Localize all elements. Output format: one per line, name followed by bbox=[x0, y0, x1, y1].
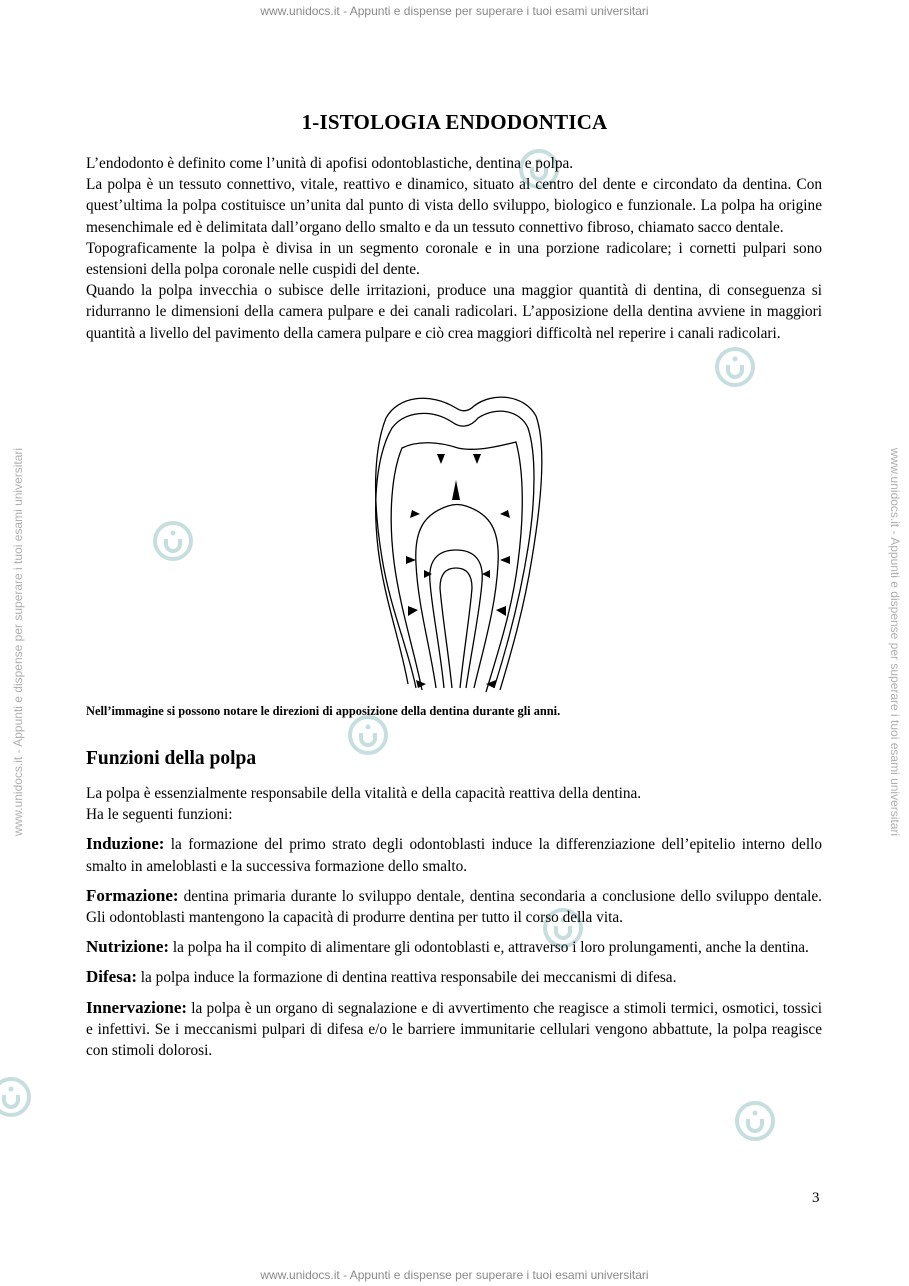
unidocs-logo-icon bbox=[712, 344, 758, 390]
function-term: Induzione: bbox=[86, 834, 165, 854]
function-term: Nutrizione: bbox=[86, 937, 170, 957]
intro-text bbox=[86, 153, 822, 344]
function-description: la formazione del primo strato degli odontoblasti induce la differenziazione dell’epitelio interno dello smalto in ameloblasti e la successiva formazione dello smalto. bbox=[86, 836, 822, 875]
function-item bbox=[86, 997, 822, 1062]
function-description: dentina primaria durante lo sviluppo dentale, dentina secondaria a conclusione dello sviluppo dentale. Gli odontoblasti mantengono la capacità di produrre dentina per tutto il corso della vita. bbox=[86, 887, 822, 927]
function-item bbox=[86, 966, 822, 988]
page-number: 3 bbox=[812, 1190, 820, 1206]
function-item bbox=[86, 833, 822, 876]
function-description: la polpa induce la formazione di dentina reattiva responsabile dei meccanismi di difesa. bbox=[136, 969, 677, 987]
intro-paragraph: Quando la polpa invecchia o subisce delle irritazioni, produce una maggior quantità di dentina, di conseguenza si ridurranno le dimensioni della camera pulpare e dei canali radicolari. L’apposizione della dentina avviene in maggiori quantità a livello del pavimento della camera pulpare e ciò crea maggiori difficoltà nel reperire i canali radicolari. bbox=[86, 282, 822, 342]
function-term: Innervazione: bbox=[86, 997, 188, 1017]
watermark-right: www.unidocs.it - Appunti e dispense per superare i tuoi esami universitari bbox=[888, 447, 902, 837]
function-description: la polpa ha il compito di alimentare gli odontoblasti e, attraverso i loro prolungamenti, anche la dentina. bbox=[169, 939, 809, 957]
watermark-top: www.unidocs.it - Appunti e dispense per superare i tuoi esami universitari bbox=[260, 4, 649, 18]
intro-paragraph: Topograficamente la polpa è divisa in un segmento coronale e in una porzione radicolare; i cornetti pulpari sono estensioni della polpa coronale nelle cuspidi del dente. bbox=[86, 239, 822, 279]
page-title: 1-ISTOLOGIA ENDODONTICA bbox=[301, 110, 608, 134]
unidocs-logo-icon bbox=[0, 1074, 34, 1120]
watermark-bottom: www.unidocs.it - Appunti e dispense per superare i tuoi esami universitari bbox=[260, 1268, 649, 1282]
functions-text bbox=[86, 783, 822, 1061]
function-item bbox=[86, 936, 822, 958]
intro-paragraph: La polpa è un tessuto connettivo, vitale, reattivo e dinamico, situato al centro del dente e circondato da dentina. Con quest’ultima la polpa costituisce un’unita dal punto di vista dello sviluppo, biologico e funzionale. La polpa ha origine mesenchimale ed è delimitata dall’organo dello smalto e da un tessuto connettivo fibroso, chiamato sacco dentale. bbox=[86, 176, 822, 236]
tooth-cross-section-drawing bbox=[360, 388, 550, 700]
function-term: Difesa: bbox=[86, 967, 137, 987]
intro-paragraph: L’endodonto è definito come l’unità di apofisi odontoblastiche, dentina e polpa. bbox=[86, 155, 574, 172]
functions-intro-line: Ha le seguenti funzioni: bbox=[86, 806, 233, 824]
section-heading: Funzioni della polpa bbox=[86, 748, 257, 769]
unidocs-logo-icon bbox=[732, 1098, 778, 1144]
function-term: Formazione: bbox=[86, 885, 179, 905]
functions-intro-line: La polpa è essenzialmente responsabile della vitalità e della capacità reattiva della dentina. bbox=[86, 785, 642, 802]
function-item bbox=[86, 885, 822, 928]
figure-caption: Nell’immagine si possono notare le direzioni di apposizione della dentina durante gli anni. bbox=[86, 704, 561, 718]
unidocs-logo-icon bbox=[150, 518, 196, 564]
watermark-left: www.unidocs.it - Appunti e dispense per superare i tuoi esami universitari bbox=[11, 447, 25, 837]
function-description: la polpa è un organo di segnalazione e di avvertimento che reagisce a stimoli termici, osmotici, tossici e infettivi. Se i meccanismi pulpari di difesa e/o le barriere immunitarie cellulari vengono abbattute, la polpa reagisce con stimoli dolorosi. bbox=[86, 999, 822, 1060]
